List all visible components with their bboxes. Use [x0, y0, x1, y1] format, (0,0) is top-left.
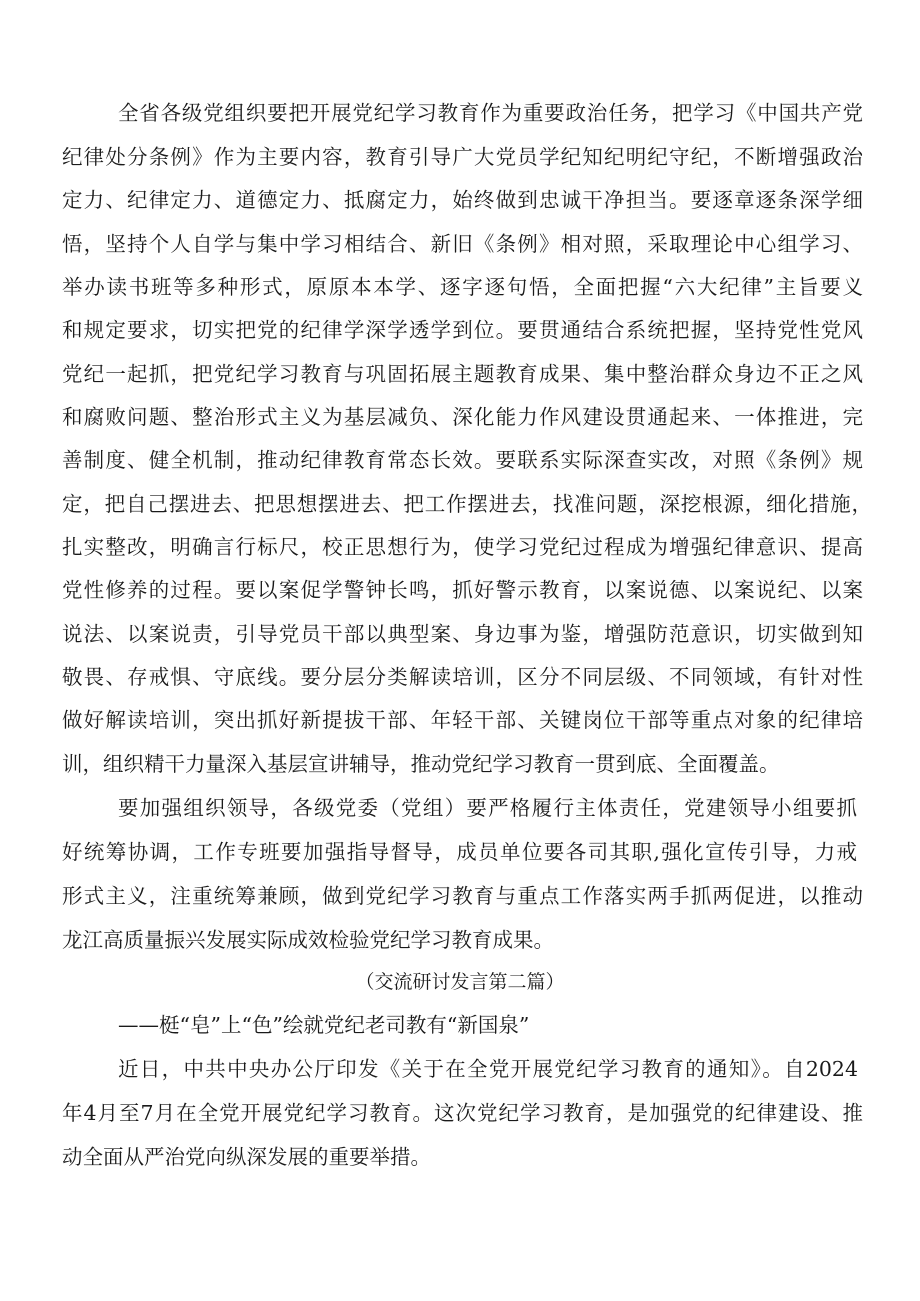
paragraph-1-line: 敬畏、存戒惧、守底线。要分层分类解读培训，区分不同层级、不同领域，有针对性 [62, 665, 863, 689]
paragraph-2-line: 形式主义，注重统筹兼顾，做到党纪学习教育与重点工作落实两手抓两促进，以推动 [62, 884, 863, 908]
paragraph-1-line: 悟，坚持个人自学与集中学习相结合、新旧《条例》相对照，采取理论中心组学习、 [62, 232, 863, 256]
paragraph-1-line: 党性修养的过程。要以案促学警钟长鸣，抓好警示教育，以案说德、以案说纪、以案 [62, 578, 863, 602]
paragraph-1-line: 定，把自己摆进去、把思想摆进去、把工作摆进去，找准问题，深挖根源，细化措施， [62, 492, 872, 516]
paragraph-1-line: 做好解读培训，突出抓好新提拔干部、年轻干部、关键岗位干部等重点对象的纪律培 [62, 708, 863, 732]
paragraph-3-line: 年4月至7月在全党开展党纪学习教育。这次党纪学习教育，是加强党的纪律建设、推 [62, 1101, 863, 1125]
paragraph-3-line: 动全面从严治党向纵深发展的重要举措。 [62, 1145, 431, 1169]
paragraph-1-line: 党纪一起抓，把党纪学习教育与巩固拓展主题教育成果、集中整治群众身边不正之风 [62, 362, 863, 386]
paragraph-1-line: 举办读书班等多种形式，原原本本学、逐字逐句悟，全面把握“六大纪律”主旨要义 [62, 275, 863, 299]
subtitle: ——梃“皂”上“色”绘就党纪老司教有“新国泉” [118, 1013, 530, 1037]
paragraph-1-line: 和规定要求，切实把党的纪律学深学透学到位。要贯通结合系统把握，坚持党性党风 [62, 318, 863, 342]
section-heading: （交流研讨发言第二篇） [355, 971, 565, 993]
paragraph-1-line: 说法、以案说责，引导党员干部以典型案、身边事为鉴，增强防范意识，切实做到知 [62, 622, 863, 646]
paragraph-1-line: 全省各级党组织要把开展党纪学习教育作为重要政治任务，把学习《中国共产党 [118, 101, 863, 125]
paragraph-1-line: 定力、纪律定力、道德定力、抵腐定力，始终做到忠诚干净担当。要逐章逐条深学细 [62, 188, 863, 212]
paragraph-1-line: 善制度、健全机制，推动纪律教育常态长效。要联系实际深查实改，对照《条例》规 [62, 448, 863, 472]
paragraph-3-line: 近日，中共中央办公厅印发《关于在全党开展党纪学习教育的通知》。自2024 [118, 1057, 858, 1081]
paragraph-2-line: 龙江高质量振兴发展实际成效检验党纪学习教育成果。 [62, 928, 554, 952]
paragraph-1-line: 和腐败问题、整治形式主义为基层减负、深化能力作风建设贯通起来、一体推进，完 [62, 405, 863, 429]
paragraph-1-line: 纪律处分条例》作为主要内容，教育引导广大党员学纪知纪明纪守纪，不断增强政治 [62, 145, 863, 169]
paragraph-1-line: 扎实整改，明确言行标尺，校正思想行为，使学习党纪过程成为增强纪律意识、提高 [62, 535, 863, 559]
paragraph-2-line: 好统筹协调，工作专班要加强指导督导，成员单位要各司其职,强化宣传引导，力戒 [62, 840, 857, 864]
paragraph-2-line: 要加强组织领导，各级党委（党组）要严格履行主体责任，党建领导小组要抓 [118, 796, 857, 820]
paragraph-1-line: 训，组织精干力量深入基层宣讲辅导，推动党纪学习教育一贯到底、全面覆盖。 [62, 752, 780, 776]
